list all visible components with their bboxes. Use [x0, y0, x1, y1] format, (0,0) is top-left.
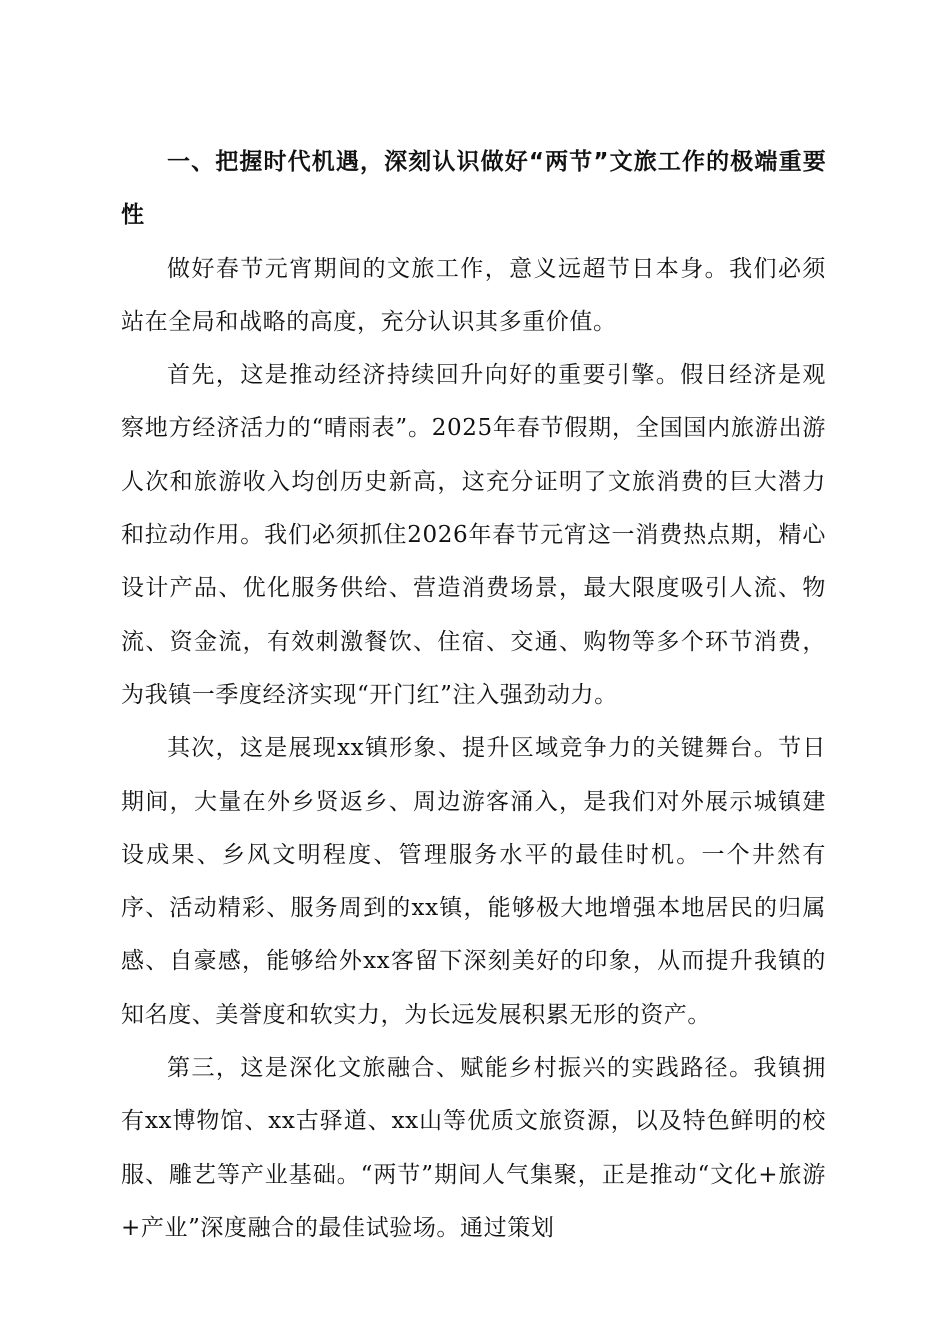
paragraph-first-point: 首先，这是推动经济持续回升向好的重要引擎。假日经济是观察地方经济活力的“晴雨表”。2025年春节假期，全国国内旅游出游人次和旅游收入均创历史新高，这充分证明了文旅消费的巨大潜力和拉动作用。我们必须抓住2026年春节元宵这一消费热点期，精心设计产品、优化服务供给、营造消费场景，最大限度吸引人流、物流、资金流，有效刺激餐饮、住宿、交通、购物等多个环节消费，为我镇一季度经济实现“开门红”注入强劲动力。: [121, 362, 826, 708]
section-heading: 一、把握时代机遇，深刻认识做好“两节”文旅工作的极端重要性: [121, 149, 826, 229]
paragraph-second-point: 其次，这是展现xx镇形象、提升区域竞争力的关键舞台。节日期间，大量在外乡贤返乡、周边游客涌入，是我们对外展示城镇建设成果、乡风文明程度、管理服务水平的最佳时机。一个井然有序、活动精彩、服务周到的xx镇，能够极大地增强本地居民的归属感、自豪感，能够给外xx客留下深刻美好的印象，从而提升我镇的知名度、美誉度和软实力，为长远发展积累无形的资产。: [121, 735, 826, 1028]
document-body: [121, 136, 826, 1255]
paragraph-intro: 做好春节元宵期间的文旅工作，意义远超节日本身。我们必须站在全局和战略的高度，充分认识其多重价值。: [121, 255, 826, 335]
paragraph-third-point: 第三，这是深化文旅融合、赋能乡村振兴的实践路径。我镇拥有xx博物馆、xx古驿道、xx山等优质文旅资源，以及特色鲜明的校服、雕艺等产业基础。“两节”期间人气集聚，正是推动“文化+旅游+产业”深度融合的最佳试验场。通过策划: [121, 1055, 826, 1241]
